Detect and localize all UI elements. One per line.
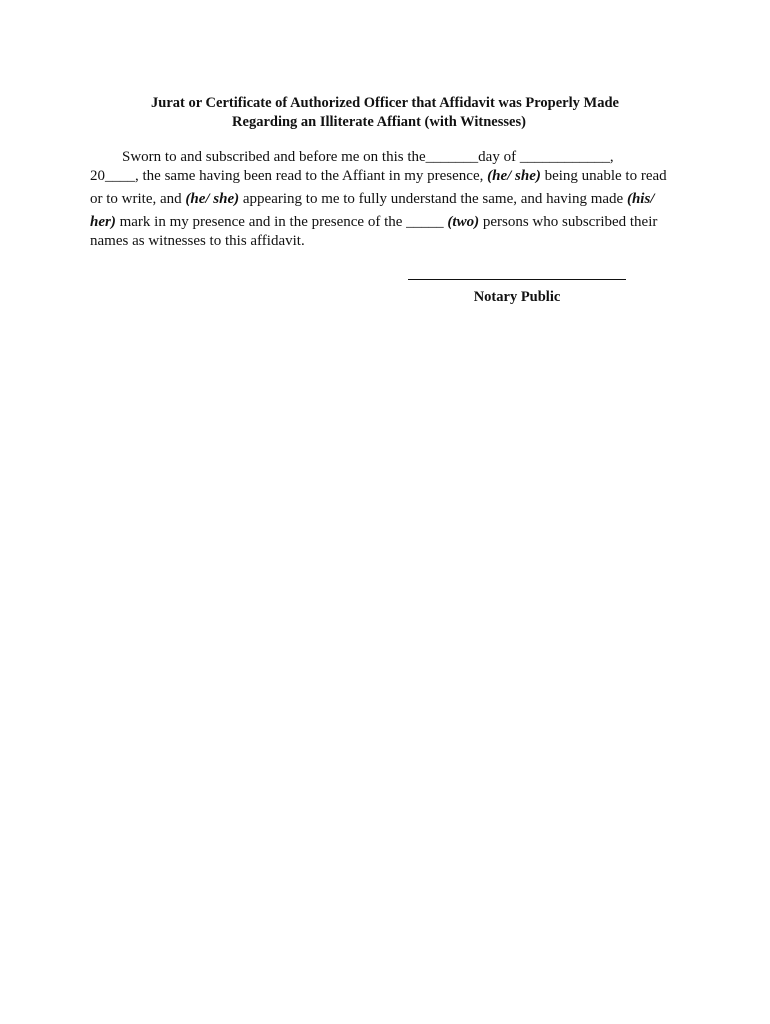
body-line-4-possessive: her) bbox=[90, 214, 116, 230]
body-line-4-text-b: mark in my presence and in the presence of the _____ bbox=[115, 214, 448, 230]
document-title-line-1: Jurat or Certificate of Authorized Officer that Affidavit was Properly Made bbox=[151, 95, 619, 111]
body-line-2-text-a: 20____, the same having been read to the Affiant in my presence, bbox=[90, 168, 488, 184]
body-line-2 bbox=[90, 165, 690, 188]
body-line-4-count: (two) bbox=[447, 214, 480, 230]
body-line-3-text-a: or to write, and bbox=[90, 191, 186, 207]
body-line-2-pronoun: (he/ she) bbox=[487, 168, 541, 184]
body-line-3-pronoun: (he/ she) bbox=[185, 191, 240, 207]
body-line-3-possessive: (his/ bbox=[626, 191, 655, 207]
body-line-3 bbox=[90, 188, 690, 211]
body-line-5: names as witnesses to this affidavit. bbox=[90, 233, 305, 249]
body-line-1: Sworn to and subscribed and before me on this the_______day of ____________, bbox=[122, 149, 614, 165]
body-line-2-text-c: being unable to read bbox=[540, 168, 667, 184]
signature-label: Notary Public bbox=[473, 289, 561, 305]
body-line-3-text-c: appearing to me to fully understand the same, and having made bbox=[239, 191, 627, 207]
signature-line bbox=[408, 279, 626, 280]
document-title-line-2: Regarding an Illiterate Affiant (with Witnesses) bbox=[232, 114, 526, 130]
body-line-4-text-d: persons who subscribed their bbox=[479, 214, 658, 230]
